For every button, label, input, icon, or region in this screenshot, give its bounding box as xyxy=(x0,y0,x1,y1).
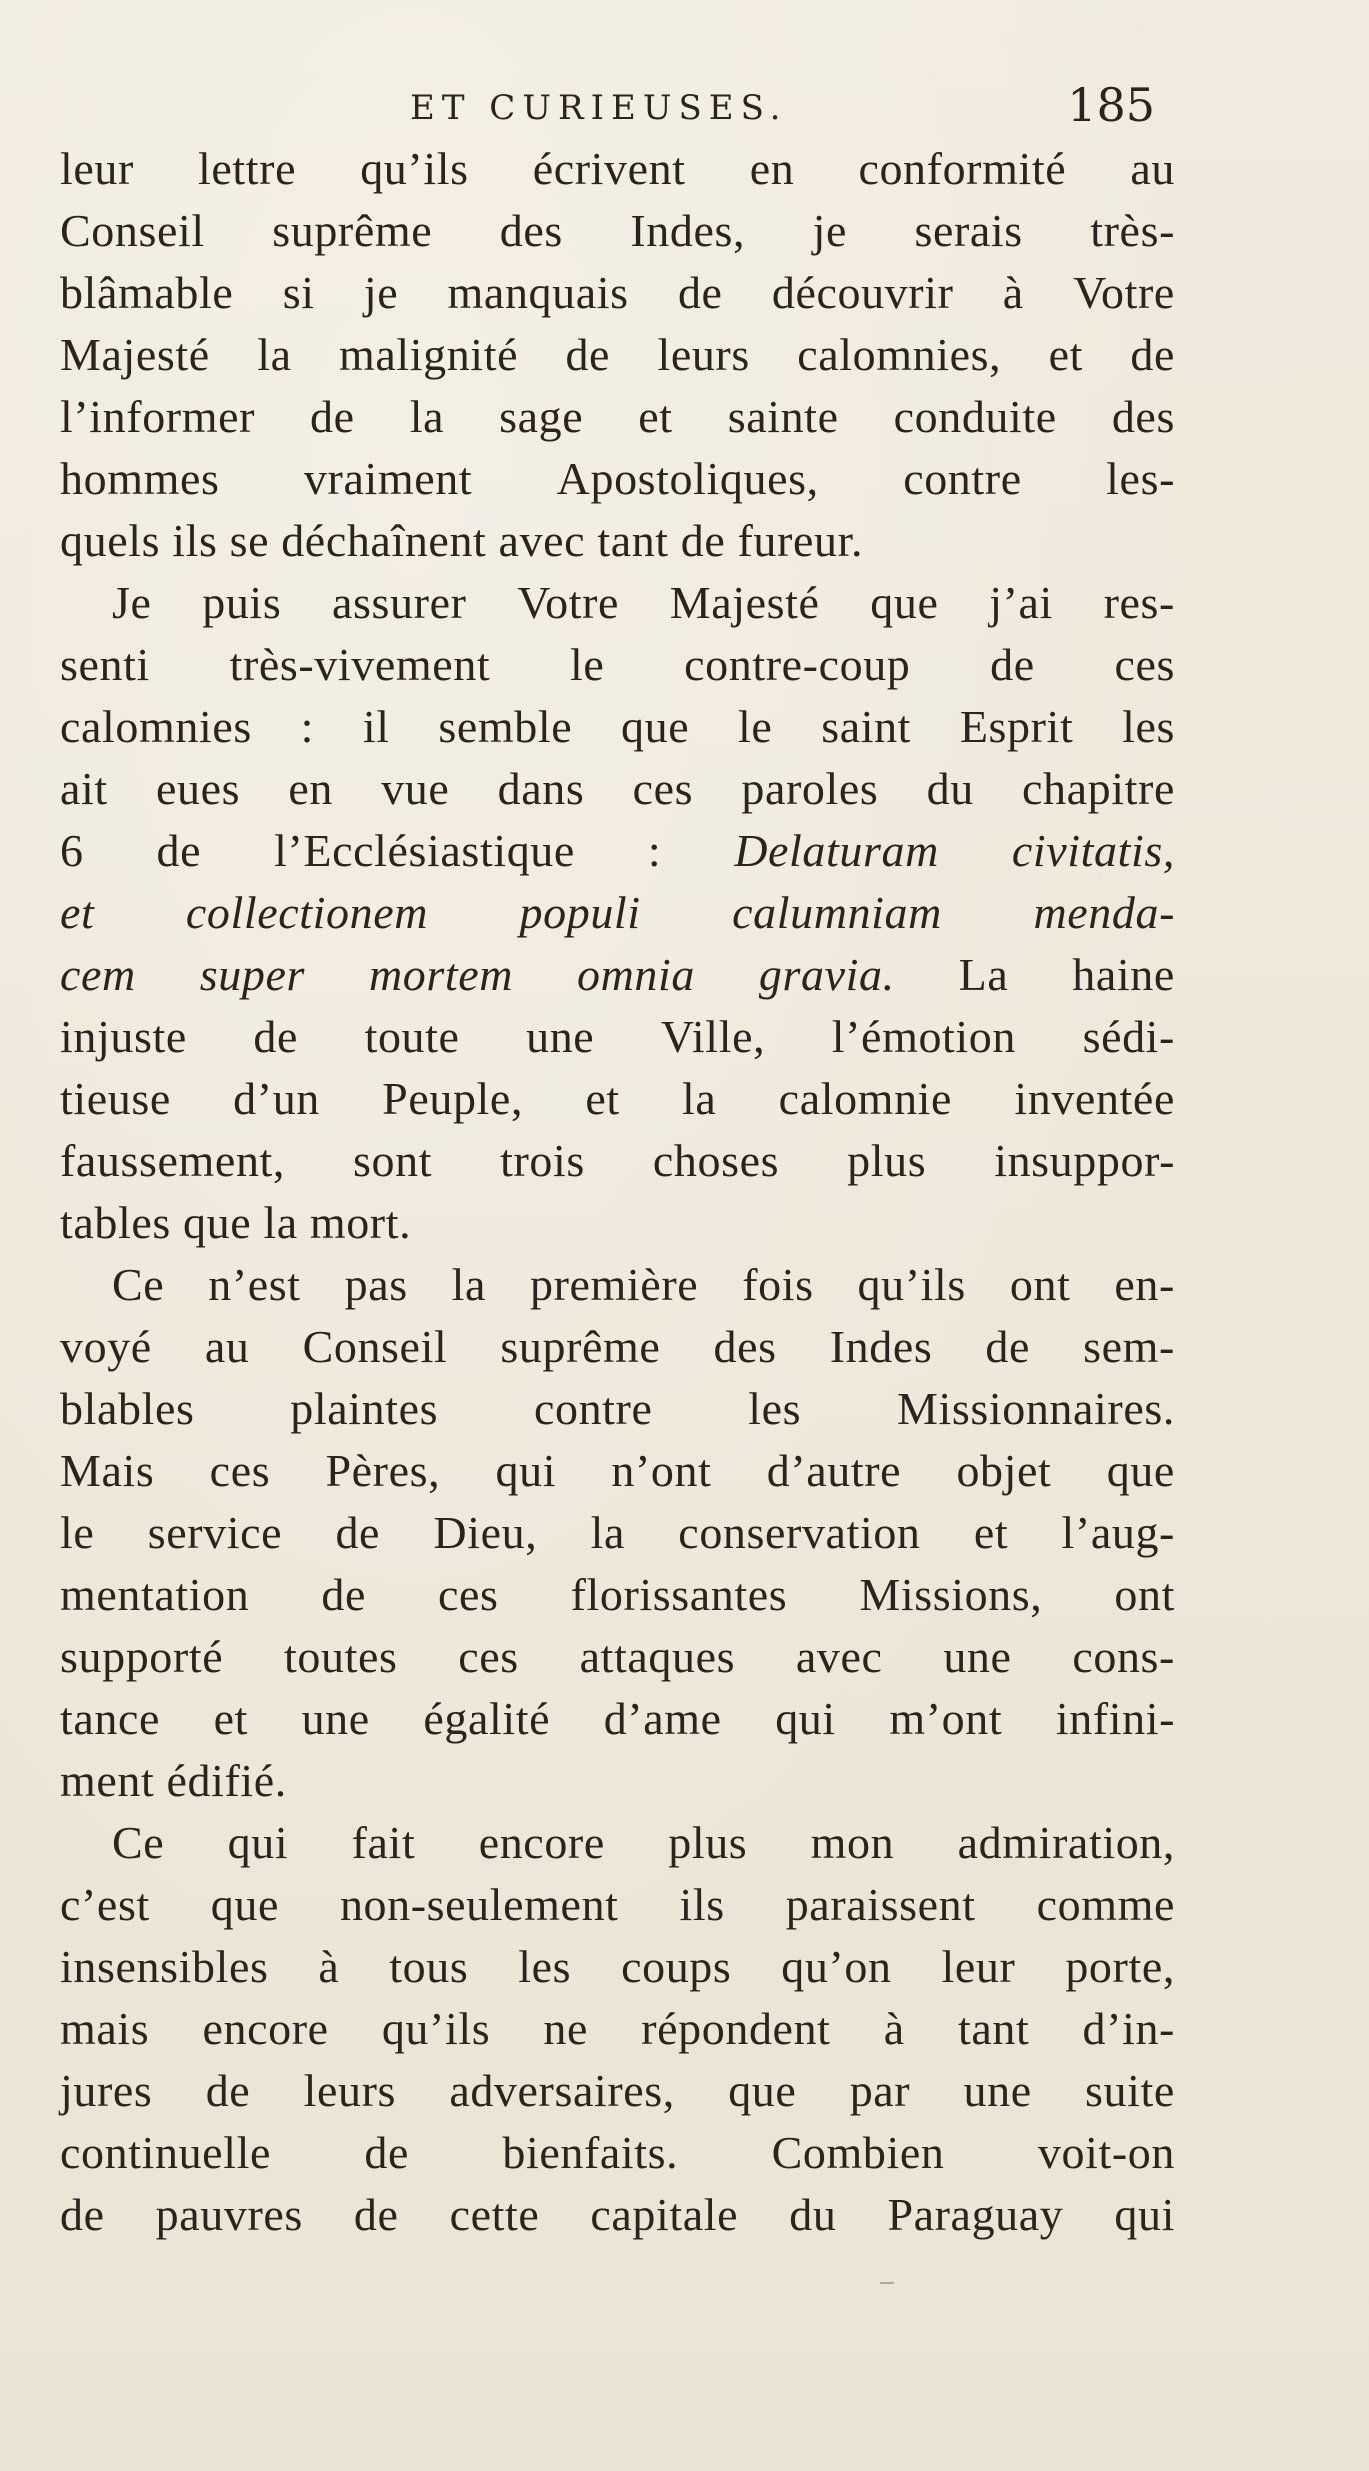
word: objet xyxy=(956,1445,1052,1496)
word: la xyxy=(409,391,445,442)
word: des xyxy=(1111,391,1175,442)
text-line xyxy=(60,1192,1175,1254)
word: de xyxy=(205,2065,251,2116)
word: c’est xyxy=(60,1879,150,1930)
word: chapitre xyxy=(1022,763,1175,814)
word: infini- xyxy=(1055,1693,1175,1744)
word: omnia xyxy=(577,949,695,1000)
word: sédi- xyxy=(1082,1011,1175,1062)
text-line xyxy=(60,1440,1175,1502)
word: serais xyxy=(914,205,1023,256)
word: Majesté xyxy=(669,577,820,628)
word: mais xyxy=(60,2003,150,2054)
word: Paraguay xyxy=(887,2189,1064,2240)
word: une xyxy=(943,1631,1012,1682)
word: que xyxy=(621,701,690,752)
word: répondent xyxy=(641,2003,831,2054)
word: 6 xyxy=(60,825,84,876)
word: gravia. xyxy=(758,949,895,1000)
word: conduite xyxy=(893,391,1057,442)
text-line xyxy=(60,1936,1175,1998)
word: en- xyxy=(1114,1259,1175,1310)
word: qu’ils xyxy=(857,1259,966,1310)
word: Majesté xyxy=(60,329,210,380)
word: de xyxy=(677,267,723,318)
word: Votre xyxy=(517,577,620,628)
word: ils xyxy=(679,1879,725,1930)
word: Delaturam xyxy=(734,825,939,876)
word: tance xyxy=(60,1693,161,1744)
word: et xyxy=(585,1073,620,1124)
word: conformité xyxy=(858,143,1067,194)
word: à xyxy=(318,1941,340,1992)
word: pas xyxy=(344,1259,408,1310)
word: très-vivement xyxy=(229,639,491,690)
word: le xyxy=(570,639,605,690)
word: d’ame xyxy=(603,1693,722,1744)
word: La xyxy=(958,949,1009,1000)
word: saint xyxy=(821,701,912,752)
word: Missionnaires. xyxy=(896,1383,1175,1434)
text-line xyxy=(60,820,1175,882)
word: les xyxy=(518,1941,572,1992)
word: fait xyxy=(351,1817,416,1868)
word: populi xyxy=(519,887,641,938)
word: menda- xyxy=(1033,887,1175,938)
text-line xyxy=(60,1378,1175,1440)
word: sage xyxy=(499,391,584,442)
text-line xyxy=(60,2184,1175,2246)
word: la xyxy=(257,329,292,380)
word: j’ai xyxy=(989,577,1053,628)
word: la xyxy=(451,1259,487,1310)
running-head: ET CURIEUSES. xyxy=(410,88,788,128)
word: senti xyxy=(60,639,150,690)
word: du xyxy=(789,2189,837,2240)
word: de xyxy=(565,329,611,380)
word: de xyxy=(253,1011,299,1062)
word: leur xyxy=(941,1941,1016,1992)
word: malignité xyxy=(338,329,519,380)
word: suite xyxy=(1085,2065,1175,2116)
word: vraiment xyxy=(303,453,473,504)
word: découvrir xyxy=(771,267,954,318)
text-line xyxy=(60,448,1175,510)
word: l’aug- xyxy=(1061,1507,1175,1558)
word: d’in- xyxy=(1082,2003,1175,2054)
text-line xyxy=(60,2122,1175,2184)
word: m’ont xyxy=(889,1693,1003,1744)
word: tieuse xyxy=(60,1073,171,1124)
page-header xyxy=(70,78,1155,138)
text-line xyxy=(60,1812,1175,1874)
word: coups xyxy=(621,1941,732,1992)
word: au xyxy=(204,1321,250,1372)
word: par xyxy=(849,2065,911,2116)
word: inventée xyxy=(1014,1073,1175,1124)
text-line xyxy=(60,1254,1175,1316)
word: et xyxy=(1048,329,1083,380)
word: une xyxy=(526,1011,595,1062)
text-line xyxy=(60,882,1175,944)
word: continuelle xyxy=(60,2127,271,2178)
word: ces xyxy=(1114,639,1175,690)
page-number: 185 xyxy=(1067,78,1155,132)
word: il xyxy=(362,701,390,752)
word: Conseil xyxy=(302,1321,448,1372)
word: de xyxy=(985,1321,1031,1372)
word: en xyxy=(288,763,333,814)
word: les xyxy=(1122,701,1175,752)
word: de xyxy=(335,1507,381,1558)
word: qu’ils xyxy=(360,143,469,194)
text-line xyxy=(60,1750,1175,1812)
word: bienfaits. xyxy=(502,2127,679,2178)
text-line xyxy=(60,386,1175,448)
word: de xyxy=(321,1569,366,1620)
word: contre xyxy=(903,453,1022,504)
word: : xyxy=(300,701,315,752)
word: blâmable xyxy=(60,267,234,318)
word: et xyxy=(213,1693,248,1744)
word: florissantes xyxy=(570,1569,788,1620)
word: cette xyxy=(449,2189,540,2240)
word: du xyxy=(926,763,974,814)
word: au xyxy=(1130,143,1175,194)
word: faussement, xyxy=(60,1135,286,1186)
text-line xyxy=(60,262,1175,324)
word: insuppor- xyxy=(994,1135,1175,1186)
word: toute xyxy=(364,1011,460,1062)
word: qui xyxy=(227,1817,289,1868)
word: puis xyxy=(202,577,282,628)
word: de xyxy=(156,825,202,876)
word: vue xyxy=(381,763,450,814)
text-line-content: tables que la mort. xyxy=(60,1197,412,1248)
word: Conseil xyxy=(60,205,205,256)
word: leurs xyxy=(657,329,750,380)
word: première xyxy=(530,1259,699,1310)
text-line xyxy=(60,944,1175,1006)
word: ces xyxy=(209,1445,271,1496)
word: sont xyxy=(353,1135,433,1186)
text-line-content: quels ils se déchaînent avec tant de fureur. xyxy=(60,515,864,566)
text-line xyxy=(60,1006,1175,1068)
word: voit-on xyxy=(1037,2127,1175,2178)
word: encore xyxy=(202,2003,329,2054)
word: de xyxy=(310,391,355,442)
word: calumniam xyxy=(732,887,942,938)
word: l’émotion xyxy=(831,1011,1017,1062)
word: mortem xyxy=(368,949,514,1000)
word: super xyxy=(199,949,306,1000)
text-line xyxy=(60,510,1175,572)
word: Je xyxy=(112,577,152,628)
word: leur xyxy=(60,143,134,194)
word: ne xyxy=(543,2003,589,2054)
word: assurer xyxy=(332,577,467,628)
word: en xyxy=(749,143,795,194)
word: choses xyxy=(652,1135,780,1186)
word: trois xyxy=(500,1135,585,1186)
word: que xyxy=(870,577,939,628)
word: res- xyxy=(1103,577,1175,628)
word: ont xyxy=(1009,1259,1071,1310)
text-line xyxy=(60,1688,1175,1750)
word: de xyxy=(353,2189,399,2240)
word: Dieu, xyxy=(433,1507,538,1558)
word: qu’ils xyxy=(381,2003,491,2054)
word: pauvres xyxy=(155,2189,303,2240)
word: collectionem xyxy=(185,887,429,938)
text-line xyxy=(60,758,1175,820)
text-line xyxy=(60,324,1175,386)
word: hommes xyxy=(60,453,220,504)
word: qui xyxy=(775,1693,836,1744)
word: je xyxy=(363,267,399,318)
word: à xyxy=(883,2003,905,2054)
word: haine xyxy=(1072,949,1175,1000)
word: de xyxy=(990,639,1035,690)
word: ces xyxy=(438,1569,499,1620)
word: contre-coup xyxy=(684,639,911,690)
word: que xyxy=(728,2065,797,2116)
word: plus xyxy=(847,1135,927,1186)
word: n’ont xyxy=(611,1445,712,1496)
word: Ville, xyxy=(660,1011,766,1062)
word: civitatis, xyxy=(1011,825,1175,876)
word: Ce xyxy=(112,1817,165,1868)
word: des xyxy=(499,205,563,256)
word: tant xyxy=(957,2003,1030,2054)
word: Esprit xyxy=(959,701,1074,752)
word: d’un xyxy=(233,1073,320,1124)
text-line xyxy=(60,572,1175,634)
word: Pères, xyxy=(325,1445,441,1496)
text-line xyxy=(60,1998,1175,2060)
text-line xyxy=(60,138,1175,200)
word: contre xyxy=(533,1383,653,1434)
word: mentation xyxy=(60,1569,250,1620)
word: admiration, xyxy=(957,1817,1175,1868)
word: jures xyxy=(60,2065,153,2116)
word: supporté xyxy=(60,1631,224,1682)
word: dans xyxy=(497,763,585,814)
word: cons- xyxy=(1072,1631,1175,1682)
word: manquais xyxy=(447,267,629,318)
word: sainte xyxy=(727,391,839,442)
word: porte, xyxy=(1065,1941,1175,1992)
word: paroles xyxy=(741,763,879,814)
word: attaques xyxy=(579,1631,736,1682)
word: ont xyxy=(1114,1569,1175,1620)
word: l’informer xyxy=(60,391,256,442)
word: la xyxy=(590,1507,625,1558)
word: service xyxy=(147,1507,283,1558)
text-line xyxy=(60,1564,1175,1626)
word: sem- xyxy=(1083,1321,1175,1372)
text-line xyxy=(60,696,1175,758)
word: une xyxy=(301,1693,370,1744)
word: Mais xyxy=(60,1445,155,1496)
word: ces xyxy=(632,763,694,814)
text-line xyxy=(60,1626,1175,1688)
word: paraissent xyxy=(785,1879,976,1930)
word: Indes, xyxy=(630,205,746,256)
word: et xyxy=(60,887,95,938)
word: Apostoliques, xyxy=(556,453,819,504)
word: calomnies, xyxy=(797,329,1002,380)
word: de xyxy=(60,2189,105,2240)
word: égalité xyxy=(423,1693,551,1744)
text-line xyxy=(60,1316,1175,1378)
word: le xyxy=(738,701,773,752)
word: mon xyxy=(810,1817,895,1868)
word: capitale xyxy=(590,2189,739,2240)
word: écrivent xyxy=(532,143,686,194)
word: Peuple, xyxy=(382,1073,524,1124)
word: comme xyxy=(1036,1879,1175,1930)
word: si xyxy=(282,267,315,318)
word: de xyxy=(1130,329,1175,380)
text-line xyxy=(60,1874,1175,1936)
word: fois xyxy=(742,1259,814,1310)
word: eues xyxy=(156,763,241,814)
word: avec xyxy=(795,1631,883,1682)
word: suprême xyxy=(272,205,433,256)
word: des xyxy=(713,1321,777,1372)
word: plaintes xyxy=(290,1383,439,1434)
word: plus xyxy=(668,1817,748,1868)
word: non-seulement xyxy=(339,1879,619,1930)
text-line xyxy=(60,1068,1175,1130)
word: ces xyxy=(458,1631,519,1682)
text-line xyxy=(60,1502,1175,1564)
printer-mark xyxy=(880,2282,894,2284)
text-line-content: ment édifié. xyxy=(60,1755,287,1806)
word: je xyxy=(812,205,847,256)
word: adversaires, xyxy=(449,2065,675,2116)
word: : xyxy=(647,825,662,876)
word: Votre xyxy=(1073,267,1175,318)
word: cem xyxy=(60,949,136,1000)
text-line xyxy=(60,200,1175,262)
word: l’Ecclésiastique xyxy=(274,825,575,876)
word: Missions, xyxy=(859,1569,1043,1620)
body-text xyxy=(60,138,1175,2246)
word: toutes xyxy=(284,1631,398,1682)
word: lettre xyxy=(198,143,297,194)
word: Indes xyxy=(829,1321,933,1372)
word: qu’on xyxy=(781,1941,892,1992)
word: qui xyxy=(1114,2189,1175,2240)
word: les- xyxy=(1106,453,1175,504)
word: semble xyxy=(438,701,573,752)
word: et xyxy=(973,1507,1009,1558)
word: qui xyxy=(495,1445,557,1496)
word: leurs xyxy=(303,2065,397,2116)
word: de xyxy=(364,2127,409,2178)
word: calomnies xyxy=(60,701,252,752)
word: blables xyxy=(60,1383,195,1434)
word: à xyxy=(1002,267,1024,318)
word: ait xyxy=(60,763,108,814)
word: calomnie xyxy=(778,1073,953,1124)
word: insensibles xyxy=(60,1941,269,1992)
word: une xyxy=(963,2065,1032,2116)
word: Combien xyxy=(771,2127,945,2178)
word: que xyxy=(1106,1445,1175,1496)
word: la xyxy=(682,1073,717,1124)
word: les xyxy=(748,1383,802,1434)
word: et xyxy=(638,391,673,442)
word: d’autre xyxy=(766,1445,902,1496)
word: tous xyxy=(389,1941,469,1992)
text-line xyxy=(60,634,1175,696)
word: n’est xyxy=(208,1259,301,1310)
word: encore xyxy=(478,1817,605,1868)
word: voyé xyxy=(60,1321,152,1372)
word: que xyxy=(210,1879,279,1930)
text-line xyxy=(60,1130,1175,1192)
word: suprême xyxy=(500,1321,661,1372)
word: injuste xyxy=(60,1011,187,1062)
word: conservation xyxy=(678,1507,921,1558)
word: le xyxy=(60,1507,95,1558)
text-line xyxy=(60,2060,1175,2122)
word: Ce xyxy=(112,1259,165,1310)
word: très- xyxy=(1090,205,1175,256)
